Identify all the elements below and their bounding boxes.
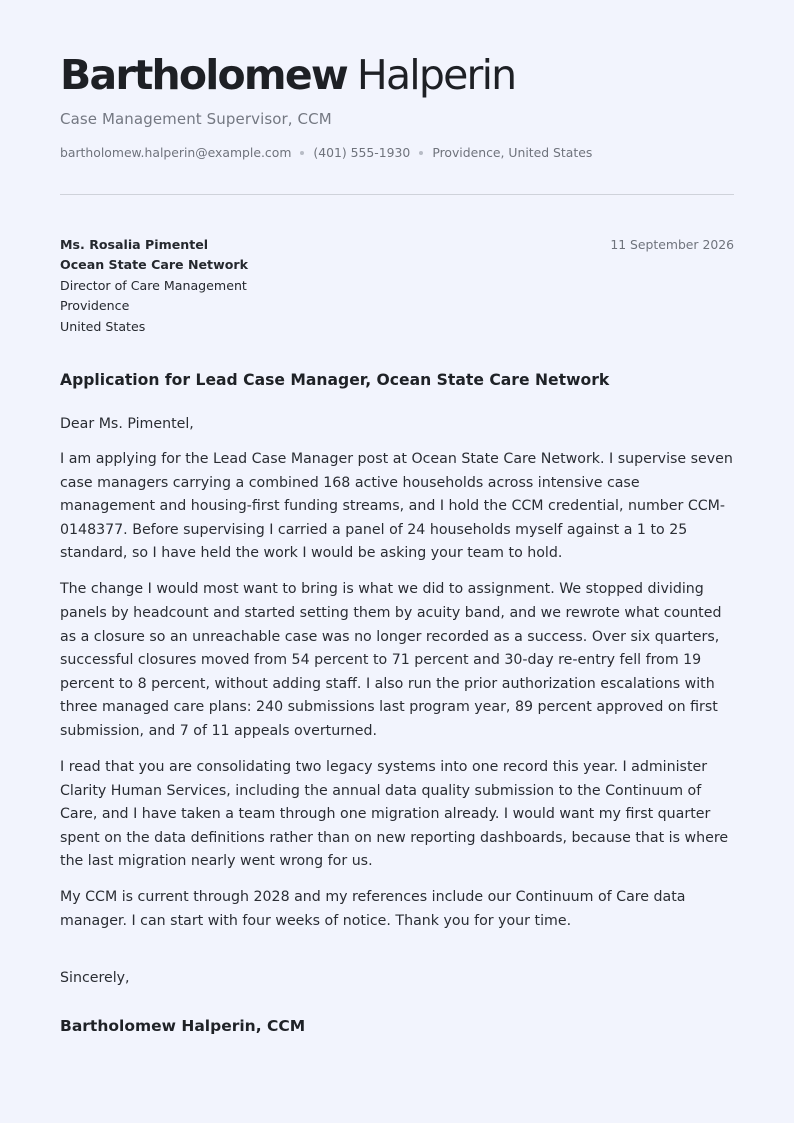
contact-phone: (401) 555-1930 xyxy=(313,145,411,161)
contact-location: Providence, United States xyxy=(432,145,593,161)
signature-name: Bartholomew Halperin, CCM xyxy=(60,1017,306,1035)
applicant-first-name: Bartholomew xyxy=(60,51,347,99)
recipient-name: Ms. Rosalia Pimentel xyxy=(60,237,209,252)
header-divider xyxy=(60,194,734,195)
closing: Sincerely, xyxy=(60,970,130,986)
applicant-name xyxy=(60,51,734,99)
body-paragraph: I am applying for the Lead Case Manager post at Ocean State Care Network. I supervise seven case managers carrying a combined 168 active households across intensive case management and housing-first funding streams, and I hold the CCM credential, number CCM-0148377. Before supervising I carried a panel of 24 households myself against a 1 to 25 standard, so I have held the work I would be asking your team to hold. xyxy=(60,451,733,562)
recipient-city: Providence xyxy=(60,298,130,314)
recipient-organization: Ocean State Care Network xyxy=(60,257,248,273)
contact-email: bartholomew.halperin@example.com xyxy=(60,145,292,161)
recipient-country: United States xyxy=(60,318,146,334)
separator-dot-icon xyxy=(300,151,304,155)
applicant-last-name: Halperin xyxy=(356,51,516,99)
recipient-title: Director of Care Management xyxy=(60,277,247,293)
body-paragraph: The change I would most want to bring is what we did to assignment. We stopped dividing panels by headcount and started setting them by acuity band, and we rewrote what counted as a closure so an unreachable case was no longer recorded as a success. Over six quarters, successful closures moved from 54 percent to 71 percent and 30-day re-entry fell from 19 percent to 8 percent, without adding staff. I also run the prior authorization escalations with three managed care plans: 240 submissions last program year, 89 percent approved on first submission, and 7 of 11 appeals overturned. xyxy=(60,581,722,739)
contact-line xyxy=(60,145,734,160)
applicant-headline: Case Management Supervisor, CCM xyxy=(60,110,332,129)
body-paragraph: My CCM is current through 2028 and my references include our Continuum of Care data manager. I can start with four weeks of notice. Thank you for your time. xyxy=(60,889,686,929)
recipient-block xyxy=(60,235,248,337)
letter-subject: Application for Lead Case Manager, Ocean State Care Network xyxy=(60,371,610,389)
letter-header xyxy=(60,51,734,161)
letter-body xyxy=(60,448,734,946)
separator-dot-icon xyxy=(419,151,423,155)
salutation: Dear Ms. Pimentel, xyxy=(60,416,194,432)
letter-date: 11 September 2026 xyxy=(610,237,734,252)
body-paragraph: I read that you are consolidating two legacy systems into one record this year. I administer Clarity Human Services, including the annual data quality submission to the Continuum of Care, and I have taken a team through one migration already. I would want my first quarter spent on the data definitions rather than on new reporting dashboards, because that is where the last migration nearly went wrong for us. xyxy=(60,758,729,870)
